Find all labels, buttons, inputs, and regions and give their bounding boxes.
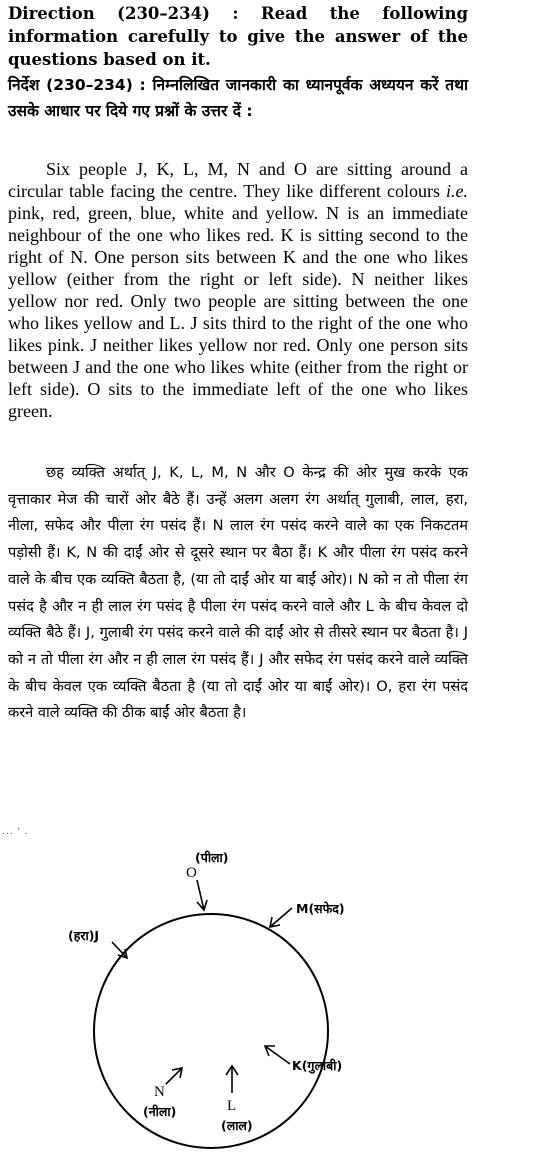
person-J — [68, 928, 99, 943]
passage-english — [8, 158, 468, 422]
person-J-colour: (हरा) — [68, 928, 95, 943]
person-K-colour: (गुलाबी) — [301, 1058, 343, 1073]
arrow-K — [265, 1046, 290, 1064]
person-L-letter: L — [227, 1098, 237, 1114]
direction-english: Direction (230–234) : Read the following information carefully to give the answer of the questions based on it. — [8, 4, 468, 69]
person-K — [292, 1058, 342, 1074]
direction-hindi: निर्देश (230–234) : निम्नलिखित जानकारी का ध्यानपूर्वक अध्ययन करें तथा उसके आधार पर दिये गए प्रश्नों के उत्तर दें : — [8, 76, 468, 120]
seating-diagram — [0, 840, 558, 1162]
arrow-N — [166, 1068, 182, 1084]
person-M-colour: (सफेद) — [308, 901, 345, 916]
person-M — [296, 901, 345, 916]
person-N-colour: (नीला) — [143, 1104, 177, 1119]
stray-mark: ... ' . — [2, 827, 29, 837]
person-M-letter: M — [296, 901, 309, 916]
arrow-J — [112, 942, 127, 958]
arrow-O — [197, 880, 207, 910]
person-K-letter: K — [292, 1058, 302, 1073]
passage-english-ie: i.e. — [446, 181, 468, 201]
arrow-L — [226, 1066, 238, 1093]
person-J-letter: J — [94, 928, 100, 943]
passage-english-part2: pink, red, green, blue, white and yellow. N is an immediate neighbour of the one who likes red. K is sitting second to the right of N. One person sits between K and the one who likes yellow (either from the right or left side). N neither likes yellow nor red. Only two people are sitting between the one who likes yellow and L. J sits third to the right of the one who likes pink. J neither likes yellow nor red. Only one person sits between J and the one who likes white (either from the right or left side). O sits to the immediate left of the one who likes green. — [8, 203, 468, 421]
person-N-letter: N — [154, 1084, 165, 1100]
person-O-colour: (पीला) — [195, 850, 229, 865]
arrow-M — [270, 908, 292, 927]
passage-hindi: छह व्यक्ति अर्थात् J, K, L, M, N और O केन्द्र की ओर मुख करके एक वृत्ताकार मेज की चारों ओर बैठे हैं। उन्हें अलग अलग रंग अर्थात् गुलाबी, लाल, हरा, नीला, सफेद और पीला रंग पसंद हैं। N लाल रंग पसंद करने वाले का एक निकटतम पड़ोसी हैं। K, N की दाईं ओर से दूसरे स्थान पर बैठा हैं। K और पीला रंग पसंद करने वाले के बीच एक व्यक्ति बैठता है, (या तो दाईं ओर या बाईं ओर)। N को न तो पीला रंग पसंद है और न ही लाल रंग पसंद है पीला रंग पसंद करने वाले और L के बीच केवल दो व्यक्ति बैठे हैं। J, गुलाबी रंग पसंद करने वाले की दाईं ओर से तीसरे स्थान पर बैठता है। J को न तो पीला रंग और न ही लाल रंग पसंद हैं। J और सफेद रंग पसंद करने वाले व्यक्ति के बीच केवल एक व्यक्ति बैठता है (या तो दाईं ओर या बाईं ओर)। O, हरा रंग पसंद करने वाले व्यक्ति की ठीक बाईं ओर बैठता है। — [8, 464, 468, 722]
passage-english-part1: Six people J, K, L, M, N and O are sitting around a circular table facing the centre. They like different colours — [8, 159, 468, 201]
person-L-colour: (लाल) — [221, 1118, 253, 1133]
person-O-letter: O — [186, 865, 197, 881]
round-table — [94, 914, 328, 1148]
